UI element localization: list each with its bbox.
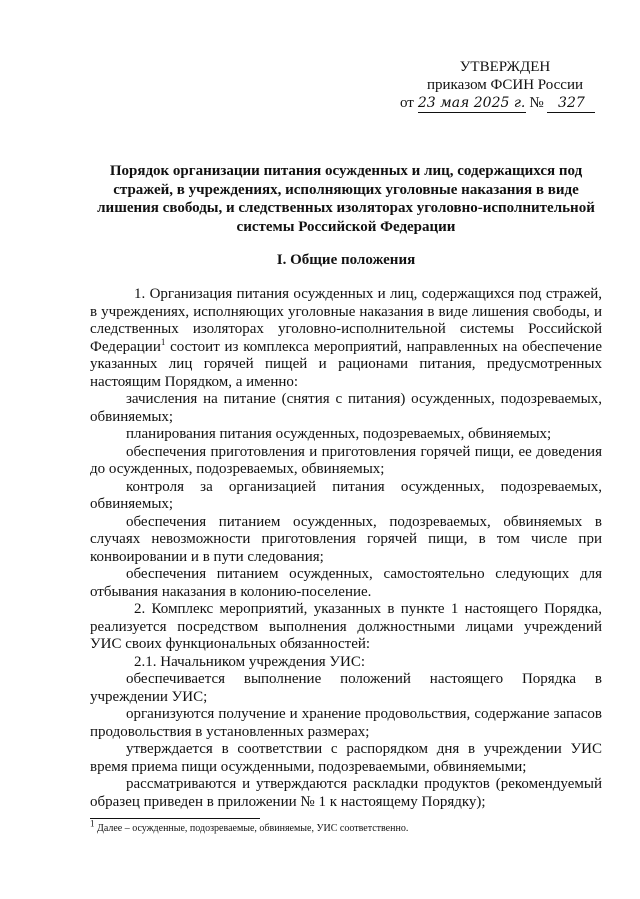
approval-order: приказом ФСИН России	[426, 77, 584, 93]
approval-stamp	[400, 58, 610, 113]
document-body	[90, 286, 602, 811]
approval-number-label: №	[529, 95, 544, 111]
footnote-divider	[90, 818, 260, 819]
paragraph-8: 2. Комплекс мероприятий, указанных в пункте 1 настоящего Порядка, реализуется посредством выполнения должностными лицами учреждений УИС своих функциональных обязанностей:	[90, 601, 602, 652]
document-title: Порядок организации питания осужденных и лиц, содержащихся под стражей, в учреждениях, исполняющих уголовные наказания в виде лишения свободы, и следственных изоляторах уголовно-исполнительной системы Российской Федерации	[97, 163, 595, 235]
paragraph-7: обеспечения питанием осужденных, самостоятельно следующих для отбывания наказания в колонию-поселение.	[90, 566, 602, 600]
approval-number: 327	[547, 94, 595, 113]
approval-date-line	[400, 94, 610, 113]
footnote-text: Далее – осужденные, подозреваемые, обвиняемые, УИС соответственно.	[94, 823, 409, 834]
paragraph-10: обеспечивается выполнение положений настоящего Порядка в учреждении УИС;	[90, 671, 602, 705]
paragraph-12: утверждается в соответствии с распорядком дня в учреждении УИС время приема пищи осужденными, подозреваемыми, обвиняемыми;	[90, 741, 602, 775]
paragraph-9: 2.1. Начальником учреждения УИС:	[134, 653, 366, 670]
footnote-ref: 1	[160, 336, 166, 347]
paragraph-2: зачисления на питание (снятия с питания) осужденных, подозреваемых, обвиняемых;	[90, 391, 602, 425]
paragraph-13: рассматриваются и утверждаются раскладки продуктов (рекомендуемый образец приведен в приложении № 1 к настоящему Порядку);	[90, 776, 602, 810]
paragraph-1-text-a: 1. Организация питания осужденных и лиц, содержащихся под стражей, в учреждениях, исполняющих уголовные наказания в виде лишения свободы, и следственных изоляторах уголовно-исполнительной системы Российской Федерации	[90, 286, 602, 355]
section-heading: I. Общие положения	[276, 252, 416, 268]
approval-title: УТВЕРЖДЕН	[459, 59, 551, 75]
footnote-marker: 1	[90, 818, 95, 829]
paragraph-1-text-b: состоит из комплекса мероприятий, направленных на обеспечение указанных лиц горячей пищей и рационами питания, предусмотренных настоящим Порядком, а именно:	[90, 338, 602, 390]
paragraph-4: обеспечения приготовления и приготовления горячей пищи, ее доведения до осужденных, подозреваемых, обвиняемых;	[90, 443, 602, 477]
footnote	[90, 818, 602, 835]
paragraph-11: организуются получение и хранение продовольствия, содержание запасов продовольствия в установленных размерах;	[90, 706, 602, 740]
paragraph-5: контроля за организацией питания осужденных, подозреваемых, обвиняемых;	[90, 478, 602, 512]
approval-prefix: от	[400, 95, 414, 111]
approval-date: 23 мая 2025 г.	[417, 95, 526, 111]
paragraph-6: обеспечения питанием осужденных, подозреваемых, обвиняемых в случаях невозможности приготовления горячей пищи, в том числе при конвоировании и в пути следования;	[90, 513, 602, 565]
paragraph-1	[90, 286, 602, 391]
paragraph-3: планирования питания осужденных, подозреваемых, обвиняемых;	[126, 426, 552, 442]
